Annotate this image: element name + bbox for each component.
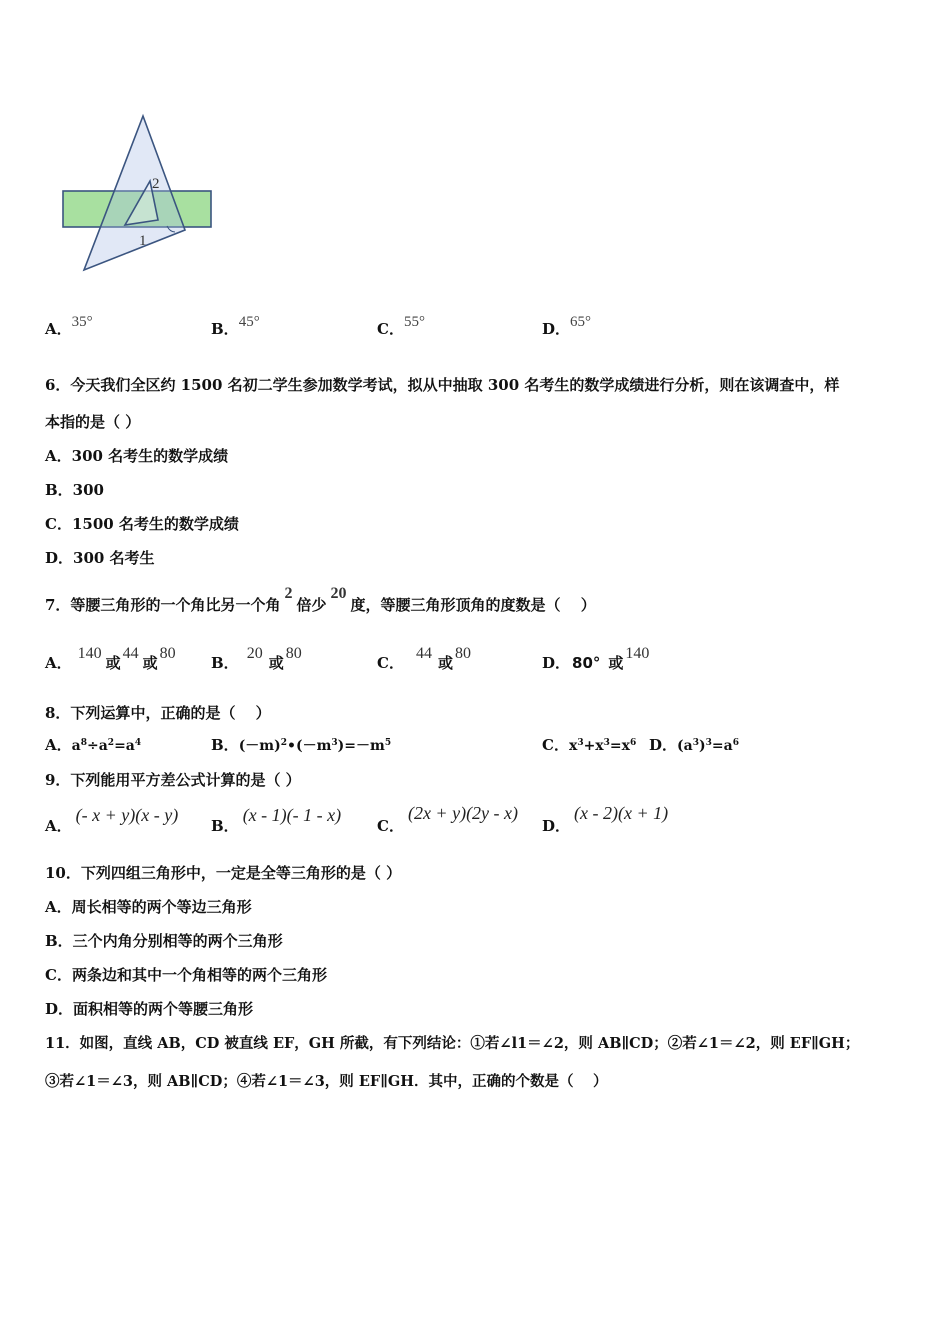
q5-option-c-value: 55°	[403, 314, 425, 330]
q7-d-or-1: 或	[608, 654, 624, 672]
q11-stem-line2: ③若∠1＝∠3，则 AB∥CD；④若∠1＝∠3，则 EF∥GH．其中，正确的个数是（ ）	[45, 1073, 608, 1090]
q7-option-b-label: B．	[211, 654, 239, 672]
q10-option-d[interactable]: D．面积相等的两个等腰三角形	[45, 1000, 254, 1018]
q7-stem-part3: 度，等腰三角形顶角的度数是（ ）	[350, 596, 596, 614]
q11-stem-line1: 11．如图，直线 AB，CD 被直线 EF，GH 所截，有下列结论：①若∠l1＝∠2，则 AB∥CD；②若∠1＝∠2，则 EF∥GH；	[45, 1035, 860, 1052]
q8-stem: 8．下列运算中，正确的是（ ）	[45, 704, 271, 722]
q5-option-d-label: D．	[542, 320, 571, 338]
q7-b-or-1: 或	[268, 654, 284, 672]
q7-option-d[interactable]	[542, 645, 653, 673]
q5-option-c[interactable]	[377, 314, 425, 339]
q7-b-value-2: 80	[285, 645, 302, 662]
q7-a-value-1: 140	[77, 645, 102, 662]
q6-stem-line2: 本指的是（ ）	[45, 413, 141, 431]
q6-stem-line1: 6．今天我们全区约 1500 名初二学生参加数学考试，拟从中抽取 300 名考生的数学成绩进行分析，则在该调查中，样	[45, 376, 840, 394]
q5-option-a[interactable]	[45, 314, 93, 339]
q9-option-d-label: D．	[542, 817, 571, 835]
q8-option-a-expr: $a^8\div a^2=a^4$	[71, 738, 142, 754]
q8-option-d-label: D．	[649, 736, 678, 754]
q9-option-d[interactable]	[542, 803, 669, 835]
q9-option-b[interactable]	[211, 805, 342, 835]
q10-option-b[interactable]: B．三个内角分别相等的两个三角形	[45, 932, 283, 950]
q8-option-b[interactable]	[211, 734, 391, 755]
q7-c-or-1: 或	[437, 654, 453, 672]
q10-option-c[interactable]: C．两条边和其中一个角相等的两个三角形	[45, 966, 327, 984]
q7-c-value-2: 80	[454, 645, 471, 662]
q7-a-value-3: 80	[159, 645, 176, 662]
q5-option-d[interactable]	[542, 314, 592, 339]
q8-option-a-label: A．	[45, 736, 72, 754]
q9-option-c-expr: (2x + y)(2y - x)	[407, 803, 519, 823]
angle-2-label: 2	[152, 176, 160, 192]
q9-option-c[interactable]	[377, 803, 519, 835]
q9-stem: 9．下列能用平方差公式计算的是（ ）	[45, 771, 301, 789]
q9-option-d-expr: (x - 2)(x + 1)	[574, 803, 669, 823]
q9-option-c-label: C．	[377, 817, 404, 835]
q7-stem	[45, 585, 596, 615]
q8-option-c[interactable]	[542, 734, 636, 755]
q5-option-c-label: C．	[377, 320, 404, 338]
q5-option-b-label: B．	[211, 320, 239, 338]
q7-option-c[interactable]	[377, 645, 475, 673]
q8-option-a[interactable]	[45, 734, 141, 755]
q7-option-b[interactable]	[211, 645, 306, 673]
q7-c-value-1: 44	[415, 645, 432, 662]
q8-option-b-expr: $(-m)^2•(-m^3)=-m^5$	[238, 738, 392, 754]
angle-1-label: 1	[139, 233, 147, 249]
q9-option-a-label: A．	[45, 817, 72, 835]
q7-option-a[interactable]	[45, 645, 180, 673]
q9-option-b-expr: (x - 1)(- 1 - x)	[242, 805, 342, 825]
q7-stem-part1: 7．等腰三角形的一个角比另一个角	[45, 596, 281, 614]
q9-option-a-expr: (- x + y)(x - y)	[75, 805, 179, 825]
q7-number-2: 2	[284, 585, 293, 602]
q9-option-a[interactable]	[45, 805, 179, 835]
q9-option-b-label: B．	[211, 817, 239, 835]
q7-b-value-1: 20	[246, 645, 263, 662]
q8-option-c-expr: $x^3+x^3=x^6$	[568, 738, 637, 754]
q8-option-c-label: C．	[542, 736, 569, 754]
q7-number-20: 20	[330, 585, 347, 602]
q5-option-d-value: 65°	[570, 314, 592, 330]
q7-d-value-2: 140	[625, 645, 650, 662]
q7-d-value-1: 80°	[572, 654, 601, 672]
q5-option-b-value: 45°	[238, 314, 260, 330]
q7-a-or-1: 或	[105, 654, 121, 672]
q6-option-a[interactable]: A．300 名考生的数学成绩	[45, 447, 229, 465]
q7-a-or-2: 或	[142, 654, 158, 672]
q7-stem-part2: 倍少	[296, 596, 327, 614]
q10-stem: 10．下列四组三角形中，一定是全等三角形的是（ ）	[45, 864, 402, 882]
q6-option-d[interactable]: D．300 名考生	[45, 549, 155, 567]
q10-option-a[interactable]: A．周长相等的两个等边三角形	[45, 898, 252, 916]
q5-option-a-label: A．	[45, 320, 72, 338]
q7-option-a-label: A．	[45, 654, 72, 672]
q7-option-c-label: C．	[377, 654, 404, 672]
q8-option-b-label: B．	[211, 736, 239, 754]
q5-option-a-value: 35°	[71, 314, 93, 330]
q6-option-c[interactable]: C．1500 名考生的数学成绩	[45, 515, 239, 533]
q5-option-b[interactable]	[211, 314, 260, 339]
geometry-figure	[55, 108, 220, 278]
q7-a-value-2: 44	[122, 645, 139, 662]
q8-option-d-expr: $(a^3)^3=a^6$	[677, 738, 739, 754]
q7-option-d-label: D．	[542, 654, 571, 672]
q6-option-b[interactable]: B．300	[45, 481, 104, 499]
q8-option-d[interactable]	[649, 734, 739, 755]
